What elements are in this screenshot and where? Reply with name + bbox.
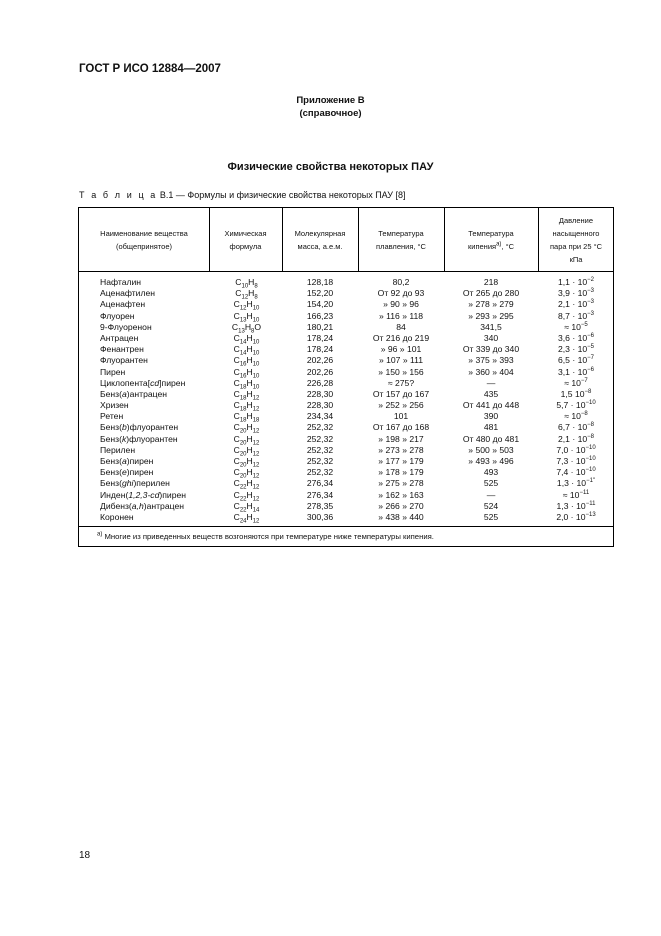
cell-boiling-point: —	[486, 489, 496, 500]
cell-name: Фенантрен	[100, 344, 144, 355]
cell-formula: $C_{22}H_{14}$	[233, 500, 260, 514]
cell-boiling-point: От 339 до 340	[462, 344, 520, 355]
table-row	[79, 400, 613, 411]
cell-melting-point: От 216 до 219	[372, 332, 430, 343]
table-row	[79, 434, 613, 445]
cell-formula: $C_{16}H_{10}$	[233, 366, 260, 380]
cell-melting-point: » 273 » 278	[378, 444, 424, 455]
table-row	[79, 311, 613, 322]
cell-vapor-pressure: ≈ $10^{-5}$	[564, 321, 588, 332]
cell-name: Бенз(b)флуорантен	[100, 422, 179, 433]
cell-melting-point: » 438 » 440	[378, 511, 424, 522]
cell-formula: $C_{22}H_{12}$	[233, 489, 260, 503]
table-row	[79, 277, 613, 288]
cell-melting-point: » 96 » 101	[380, 344, 422, 355]
cell-formula: $C_{18}H_{12}$	[233, 400, 260, 413]
table-row	[79, 467, 613, 478]
cell-name: Бенз(a)пирен	[100, 456, 154, 466]
cell-mass: 252,32	[306, 433, 334, 444]
table-row	[79, 355, 613, 369]
cell-name: Инден(1,2,3-cd)пирен	[100, 489, 187, 500]
cell-vapor-pressure: ≈ $10^{-11}$	[562, 489, 590, 500]
cell-mass: 226,28	[306, 377, 334, 388]
cell-mass: 234,34	[306, 411, 334, 422]
cell-formula: $C_{13}H_{10}$	[233, 310, 260, 324]
cell-vapor-pressure: $3,6 \cdot 10^{-6}$	[558, 332, 594, 343]
cell-formula: $C_{14}H_{10}$	[233, 344, 260, 357]
cell-mass: 152,20	[306, 288, 334, 299]
cell-name: Флуорен	[100, 310, 135, 321]
cell-mass: 252,32	[306, 422, 334, 433]
cell-melting-point: » 107 » 111	[378, 355, 424, 366]
cell-formula: $C_{20}H_{12}$	[233, 456, 260, 469]
cell-melting-point: ≈ 275?	[387, 377, 415, 388]
cell-mass: 276,34	[306, 489, 334, 500]
cell-vapor-pressure: $2,1 \cdot 10^{-3}$	[558, 299, 594, 310]
appendix-title: Приложение В	[296, 95, 365, 106]
cell-melting-point: От 157 до 167	[372, 388, 430, 399]
cell-melting-point: » 177 » 179	[378, 456, 424, 466]
cell-formula: $C_{12}H_8$	[235, 288, 258, 301]
cell-boiling-point: 493	[483, 467, 499, 478]
table-footnote: $^{а)}$ Многие из приведенных веществ возгоняются при температуре ниже температуры кипения.	[97, 531, 434, 541]
cell-formula: $C_{18}H_{12}$	[233, 388, 260, 402]
cell-melting-point: 80,2	[392, 277, 410, 287]
cell-boiling-point: » 375 » 393	[468, 355, 514, 366]
cell-vapor-pressure: $1,1 \cdot 10^{-2}$	[558, 277, 594, 287]
cell-melting-point: » 116 » 118	[378, 310, 424, 321]
cell-melting-point: 101	[393, 411, 409, 422]
header-boil: Температура кипения$^{а)}$, °С	[467, 228, 515, 251]
cell-name: Антрацен	[100, 332, 139, 343]
table-row	[79, 322, 613, 333]
cell-formula: $C_{13}H_8O$	[231, 321, 262, 335]
cell-vapor-pressure: $5,7 \cdot 10^{-10}$	[556, 400, 596, 411]
cell-vapor-pressure: $3,9 \cdot 10^{-3}$	[558, 288, 594, 299]
cell-melting-point: От 92 до 93	[377, 288, 425, 299]
cell-mass: 228,30	[306, 400, 334, 411]
cell-formula: $C_{10}H_8$	[235, 277, 258, 290]
header-mass: Молекулярная масса, а.е.м.	[294, 228, 346, 251]
header-melt: Температура плавления, °С	[376, 228, 426, 251]
table-row	[79, 422, 613, 436]
table-row	[79, 456, 613, 467]
cell-mass: 128,18	[306, 277, 334, 287]
cell-boiling-point: » 500 » 503	[468, 444, 514, 455]
cell-boiling-point: 525	[483, 478, 499, 489]
cell-formula: $C_{24}H_{12}$	[233, 511, 260, 525]
table-row	[79, 378, 613, 389]
table-row	[79, 490, 613, 501]
cell-formula: $C_{20}H_{12}$	[233, 467, 260, 480]
cell-boiling-point: » 293 » 295	[468, 310, 514, 321]
cell-vapor-pressure: $2,0 \cdot 10^{-13}$	[556, 511, 596, 522]
cell-boiling-point: » 493 » 496	[468, 456, 514, 466]
cell-name: Циклопента[cd]пирен	[100, 377, 186, 388]
cell-boiling-point: 435	[483, 388, 499, 399]
cell-melting-point: От 167 до 168	[372, 422, 430, 433]
table-row	[79, 411, 613, 422]
cell-melting-point: 84	[396, 321, 406, 332]
cell-mass: 154,20	[306, 299, 334, 310]
cell-name: Перилен	[100, 444, 136, 455]
cell-name: 9-Флуоренон	[100, 321, 152, 332]
cell-formula: $C_{12}H_{10}$	[233, 299, 260, 313]
cell-vapor-pressure: $2,1 \cdot 10^{-8}$	[558, 433, 594, 444]
properties-table	[78, 207, 614, 547]
cell-mass: 178,24	[306, 332, 334, 343]
cell-mass: 180,21	[306, 321, 334, 332]
cell-melting-point: » 178 » 179	[378, 467, 424, 478]
cell-mass: 202,26	[306, 355, 334, 366]
cell-mass: 276,34	[306, 478, 334, 489]
cell-mass: 252,32	[306, 444, 334, 455]
cell-boiling-point: » 360 » 404	[468, 366, 514, 377]
table-caption-prefix: Т а б л и ц а	[79, 190, 158, 200]
table-row	[79, 333, 613, 344]
cell-boiling-point: 524	[483, 500, 499, 511]
cell-boiling-point: 481	[483, 422, 499, 433]
cell-vapor-pressure: ≈ $10^{-7}$	[564, 377, 588, 388]
cell-formula: $C_{18}H_{18}$	[233, 411, 260, 424]
document-header: ГОСТ Р ИСО 12884—2007	[79, 63, 221, 75]
cell-name: Бенз(e)пирен	[100, 467, 154, 478]
page-number: 18	[79, 850, 91, 861]
cell-boiling-point: 340	[483, 332, 499, 343]
cell-vapor-pressure: 1,5 $10^{-8}$	[560, 388, 592, 399]
cell-mass: 252,32	[306, 456, 334, 466]
cell-name: Пирен	[100, 366, 126, 377]
cell-boiling-point: 390	[483, 411, 499, 422]
cell-name: Аценафтилен	[100, 288, 156, 299]
cell-name: Нафталин	[100, 277, 142, 287]
cell-vapor-pressure: $2,3 \cdot 10^{-5}$	[558, 344, 594, 355]
table-caption-text: В.1 — Формулы и физические свойства некоторых ПАУ [8]	[157, 190, 406, 200]
cell-name: Бенз(k)флуорантен	[100, 433, 178, 444]
table-row	[79, 288, 613, 299]
cell-name: Флуорантен	[100, 355, 148, 366]
cell-boiling-point: » 278 » 279	[468, 299, 514, 310]
table-row	[79, 445, 613, 456]
table-row	[79, 501, 613, 512]
cell-vapor-pressure: $7,3 \cdot 10^{-10}$	[556, 456, 596, 466]
cell-name: Бенз(ghi)перилен	[100, 478, 170, 489]
table-row	[79, 344, 613, 355]
cell-boiling-point: —	[486, 377, 496, 388]
header-pressure: Давление насыщенного пара при 25 °С кПа	[549, 215, 602, 264]
cell-formula: $C_{20}H_{12}$	[233, 422, 260, 436]
cell-melting-point: » 266 » 270	[378, 500, 424, 511]
table-row	[79, 389, 613, 400]
table-row	[79, 478, 613, 492]
cell-mass: 202,26	[306, 366, 334, 377]
cell-vapor-pressure: $1,3 \cdot 10^{-1"}$	[556, 478, 596, 489]
cell-name: Ретен	[100, 411, 124, 422]
cell-formula: $C_{20}H_{12}$	[233, 433, 260, 447]
cell-melting-point: » 162 » 163	[378, 489, 424, 500]
cell-boiling-point: От 265 до 280	[462, 288, 520, 299]
cell-name: Хризен	[100, 400, 129, 411]
cell-boiling-point: От 480 до 481	[462, 433, 520, 444]
cell-formula: $C_{14}H_{10}$	[233, 332, 260, 346]
cell-boiling-point: 218	[483, 277, 499, 287]
cell-mass: 252,32	[306, 467, 334, 478]
cell-boiling-point: От 441 до 448	[462, 400, 520, 411]
cell-name: Аценафтен	[100, 299, 146, 310]
cell-mass: 166,23	[306, 310, 334, 321]
cell-vapor-pressure: $3,1 \cdot 10^{-6}$	[558, 366, 594, 377]
cell-formula: $C_{22}H_{12}$	[233, 478, 260, 492]
cell-name: Бенз(a)антрацен	[100, 388, 167, 399]
table-caption	[79, 190, 406, 200]
cell-vapor-pressure: $6,7 \cdot 10^{-8}$	[558, 422, 594, 433]
cell-name: Дибенз(a,h)антрацен	[100, 500, 184, 511]
cell-melting-point: » 252 » 256	[378, 400, 424, 411]
header-formula: Химическая формула	[224, 228, 267, 251]
cell-boiling-point: 525	[483, 511, 499, 522]
cell-vapor-pressure: ≈ $10^{-8}$	[564, 411, 588, 422]
header-name: Наименование вещества (общепринятое)	[100, 228, 188, 251]
cell-melting-point: » 275 » 278	[378, 478, 424, 489]
cell-formula: $C_{20}H_{12}$	[233, 444, 260, 458]
appendix-subtitle: (справочное)	[299, 108, 362, 119]
cell-mass: 178,24	[306, 344, 334, 355]
cell-mass: 278,35	[306, 500, 334, 511]
cell-formula: $C_{18}H_{10}$	[233, 377, 260, 391]
cell-melting-point: » 90 » 96	[383, 299, 419, 310]
cell-vapor-pressure: $6,5 \cdot 10^{-7}$	[558, 355, 594, 366]
cell-vapor-pressure: $7,4 \cdot 10^{-10}$	[556, 467, 596, 478]
cell-vapor-pressure: $1,3 \cdot 10^{-11}$	[556, 500, 596, 511]
cell-vapor-pressure: $7,0 \cdot 10^{-10}$	[556, 444, 596, 455]
cell-melting-point: » 150 » 156	[378, 366, 424, 377]
table-row	[79, 512, 613, 523]
cell-mass: 300,36	[306, 511, 334, 522]
cell-name: Коронен	[100, 511, 134, 522]
cell-melting-point: » 198 » 217	[378, 433, 424, 444]
cell-mass: 228,30	[306, 388, 334, 399]
table-row	[79, 299, 613, 313]
cell-formula: $C_{16}H_{10}$	[233, 355, 260, 369]
section-title: Физические свойства некоторых ПАУ	[227, 161, 434, 173]
cell-vapor-pressure: $8,7 \cdot 10^{-3}$	[558, 310, 594, 321]
table-row	[79, 367, 613, 378]
table-body	[79, 277, 613, 523]
cell-boiling-point: 341,5	[480, 321, 502, 332]
